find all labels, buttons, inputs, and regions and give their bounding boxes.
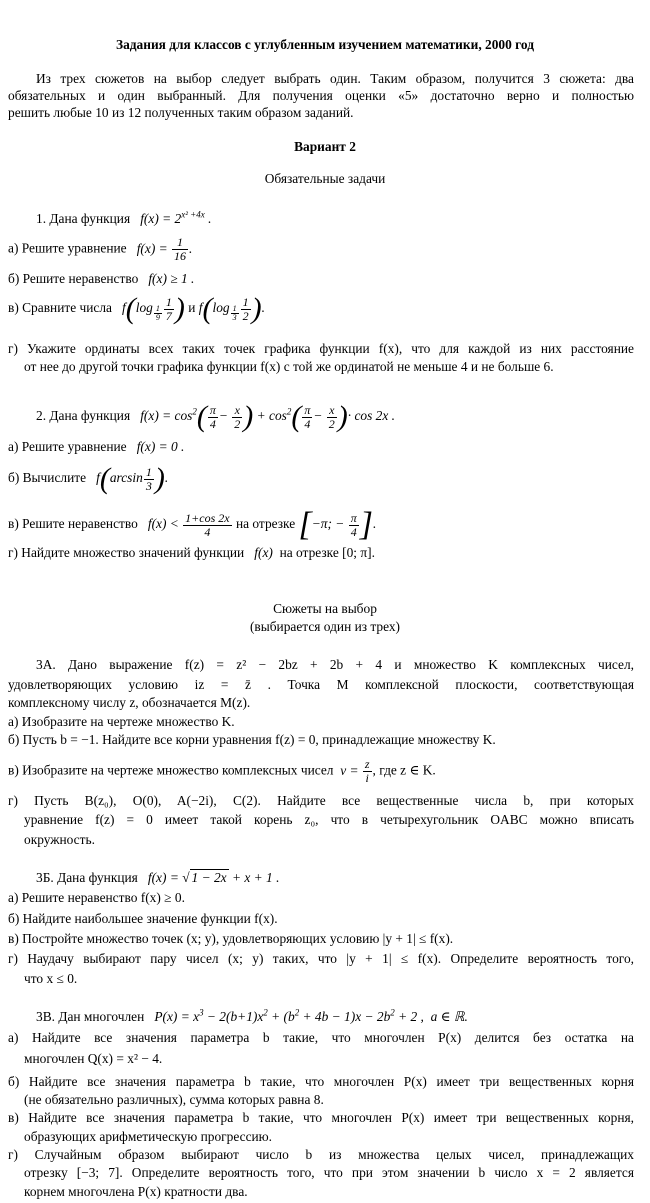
task2-a-formula: f(x) = 0 . xyxy=(130,439,185,454)
task3b-c: в) Постройте множество точек (x; y), удовлетворяющих условию |y + 1| ≤ f(x). xyxy=(8,931,454,946)
task3a-c-tail: , где z ∈ K. xyxy=(372,762,436,778)
task1-b-formula: f(x) ≥ 1 . xyxy=(141,271,195,286)
task1-d-line1: г) Укажите ординаты всех таких точек графика функции f(x), что для каждой из них расстояние xyxy=(8,341,634,356)
task2-b-formula: f(arcsin $\frac{1}{3}$ ). xyxy=(89,462,169,495)
task1-c xyxy=(8,294,265,324)
task1-head xyxy=(36,210,211,227)
intro-line-3: решить любые 10 из 12 полученных таким образом заданий. xyxy=(8,105,354,120)
task3b-head xyxy=(36,869,279,886)
document-title: Задания для классов с углубленным изучением математики, 2000 год xyxy=(116,37,534,52)
task2-d-formula: f(x) xyxy=(247,545,277,560)
task3a-b: б) Пусть b = −1. Найдите все корни уравнения f(z) = 0, принадлежащие множеству K. xyxy=(8,732,496,747)
task3v-formula: $P(x) = x^3 - 2(b+1)x^2 + (b^2 + 4b - 1)x - 2b^2 + 2$ , a ∈ ℝ. xyxy=(147,1007,468,1024)
task3v-head xyxy=(36,1008,468,1025)
task3b-b: б) Найдите наибольшее значение функции f(x). xyxy=(8,911,278,926)
task3a-a: а) Изобразите на чертеже множество K. xyxy=(8,714,235,729)
task2-c-interval: [−π; − $\frac{\pi}{4}$ ]. xyxy=(298,506,377,543)
intro-line-1: Из трех сюжетов на выбор следует выбрать один. Таким образом, получится 3 сюжета: два xyxy=(36,71,634,86)
task3b-d-line2: что x ≤ 0. xyxy=(24,971,78,986)
task2-a-label: а) Решите уравнение xyxy=(8,439,127,454)
task3b-d-line1: г) Наудачу выбирают пару чисел (x; y) таких, что |y + 1| ≤ f(x). Определите вероятность того, xyxy=(8,951,634,966)
task2-d-label: г) Найдите множество значений функции xyxy=(8,545,245,560)
task3v-b-line1: б) Найдите все значения параметра b такие, что многочлен P(x) имеет три вещественных корня xyxy=(8,1074,634,1089)
task3v-c-line2: образующих арифметическую прогрессию. xyxy=(24,1129,273,1144)
choice-subheading: (выбирается один из трех) xyxy=(249,619,401,634)
task3v-d-line1: г) Случайным образом выбирают число b из множества целых чисел, принадлежащих xyxy=(8,1147,634,1162)
task2-c-label: в) Решите неравенство xyxy=(8,516,138,532)
task3v-b-line2: (не обязательно различных), сумма которых равна 8. xyxy=(24,1092,324,1107)
task3b-formula: f(x) = √ 1 − 2x + x + 1 . xyxy=(141,870,280,885)
task2-c xyxy=(8,508,376,542)
task2-head-text: 2. Дана функция xyxy=(36,408,131,424)
task2-b-label: б) Вычислите xyxy=(8,470,87,486)
task1-a-label: а) Решите уравнение xyxy=(8,240,127,256)
intro-line-2: обязательных и один выбранный. Для получения оценки «5» достаточно верно и полностью xyxy=(8,88,634,103)
task3b-head-text: 3Б. Дана функция xyxy=(36,870,138,885)
task2-d xyxy=(8,544,375,561)
task3a-d-line1: г) Пусть B(z₀), O(0), A(−2i), C(2). Найдите все вещественные числа b, при которых xyxy=(8,793,634,808)
task2-b xyxy=(8,464,168,494)
task1-c-label: в) Сравните числа xyxy=(8,300,112,316)
task1-formula: $f(x) = 2^{x^2 +4x}$ . xyxy=(133,209,212,226)
task3a-c-label: в) Изобразите на чертеже множество комплексных чисел xyxy=(8,762,334,778)
task3v-head-text: 3В. Дан многочлен xyxy=(36,1009,145,1024)
choice-heading: Сюжеты на выбор xyxy=(273,601,377,616)
task3b-a: а) Решите неравенство f(x) ≥ 0. xyxy=(8,890,185,905)
task3v-d-line2: отрезку [−3; 7]. Определите вероятность того, что при этом значении b число x = 2 является xyxy=(24,1165,634,1180)
task1-c-and: и xyxy=(188,300,196,316)
task3a-d-line3: окружность. xyxy=(24,832,95,847)
task2-d-tail: на отрезке [0; π]. xyxy=(279,545,375,560)
task3a-d-line2: уравнение f(z) = 0 имеет такой корень z₀, что в четырехугольник OABC можно вписать xyxy=(24,812,634,827)
task1-c-formula2: f(log $_{\frac{1}{3}}$ $\frac{1}{2}$ ). xyxy=(198,292,265,325)
task3a-c xyxy=(8,758,436,785)
task2-head xyxy=(36,402,395,432)
task2-c-formula: f(x) < $\frac{1+\cos 2x}{4}$ xyxy=(141,510,230,539)
task2-c-mid: на отрезке xyxy=(235,516,296,532)
task3a-c-formula: v = $\frac{z}{i}$ xyxy=(336,757,370,785)
task1-b xyxy=(8,270,194,287)
task1-c-formula1: f(log $_{\frac{1}{9}}$ $\frac{1}{7}$ ) xyxy=(115,292,185,325)
task3v-d-line3: корнем многочлена P(x) кратности два. xyxy=(24,1184,248,1199)
task3v-a-line2: многочлен Q(x) = x² − 4. xyxy=(24,1051,163,1066)
task3v-a-line1: а) Найдите все значения параметра b такие, что многочлен P(x) делится без остатка на xyxy=(8,1030,634,1045)
task1-a xyxy=(8,236,192,263)
task3a-line2: удовлетворяющих условию iz = z̄ . Точка M комплексной плоскости, соответствующая xyxy=(8,677,634,692)
task1-head-text: 1. Дана функция xyxy=(36,211,131,226)
task1-a-formula: f(x) = $\frac{1}{16}$ . xyxy=(130,235,193,263)
task2-a xyxy=(8,438,184,455)
task3a-line3: комплексному числу z, обозначается M(z). xyxy=(8,695,251,710)
task3a-line1: 3А. Дано выражение f(z) = z² − 2bz + 2b + 4 и множество K комплексных чисел, xyxy=(36,657,634,672)
task1-b-label: б) Решите неравенство xyxy=(8,271,139,286)
variant-heading: Вариант 2 xyxy=(294,139,356,154)
task1-d-line2: от нее до другой точки графика функции f(x) с той же ординатой не меньше 4 и не больше 6. xyxy=(24,359,554,374)
task3v-c-line1: в) Найдите все значения параметра b такие, что многочлен P(x) имеет три вещественных корня, xyxy=(8,1110,634,1125)
task2-formula: $f(x) = \cos^2$( $\frac{\pi}{4}$ − $\frac{x}{2}$ ) + $\cos^2$( $\frac{\pi}{4}$ − $\frac{x}{2}$ )· cos 2x . xyxy=(133,400,395,433)
mandatory-heading: Обязательные задачи xyxy=(264,171,386,186)
